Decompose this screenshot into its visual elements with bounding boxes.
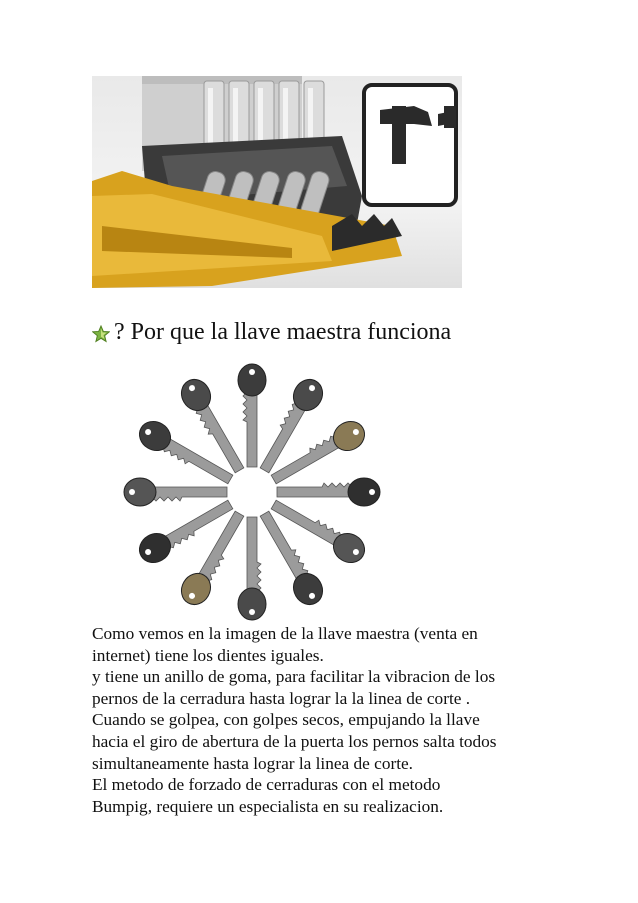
hammer-icon — [364, 85, 456, 205]
star-icon — [92, 325, 110, 343]
body-line: Como vemos en la imagen de la llave maestra (venta en — [92, 624, 478, 643]
key-illustration — [238, 517, 266, 620]
body-line: Bumpig, requiere un especialista en su realizacion. — [92, 796, 444, 816]
key-illustration — [277, 478, 380, 506]
body-line: El metodo de forzado de cerraduras con el metodo — [92, 775, 441, 795]
heading-text: ? Por que la llave maestra funciona — [114, 319, 452, 345]
lock-cylinder-image — [92, 76, 462, 288]
bump-keys-image — [92, 357, 440, 622]
section-heading — [92, 318, 451, 346]
body-line: internet) tiene los dientes iguales. — [92, 645, 324, 665]
body-line: Cuando se golpea, con golpes secos, empujando la llave — [92, 710, 480, 730]
body-paragraph — [92, 623, 552, 817]
body-line: simultaneamente hasta lograr la linea de corte. — [92, 753, 414, 773]
key-illustration — [238, 364, 266, 467]
body-line: y tiene un anillo de goma, para facilitar la vibracion de los — [92, 667, 496, 687]
body-line: pernos de la cerradura hasta lograr la la linea de corte . — [92, 688, 471, 708]
body-line: hacia el giro de abertura de la puerta los pernos salta todos — [92, 731, 497, 751]
key-illustration — [124, 478, 227, 506]
